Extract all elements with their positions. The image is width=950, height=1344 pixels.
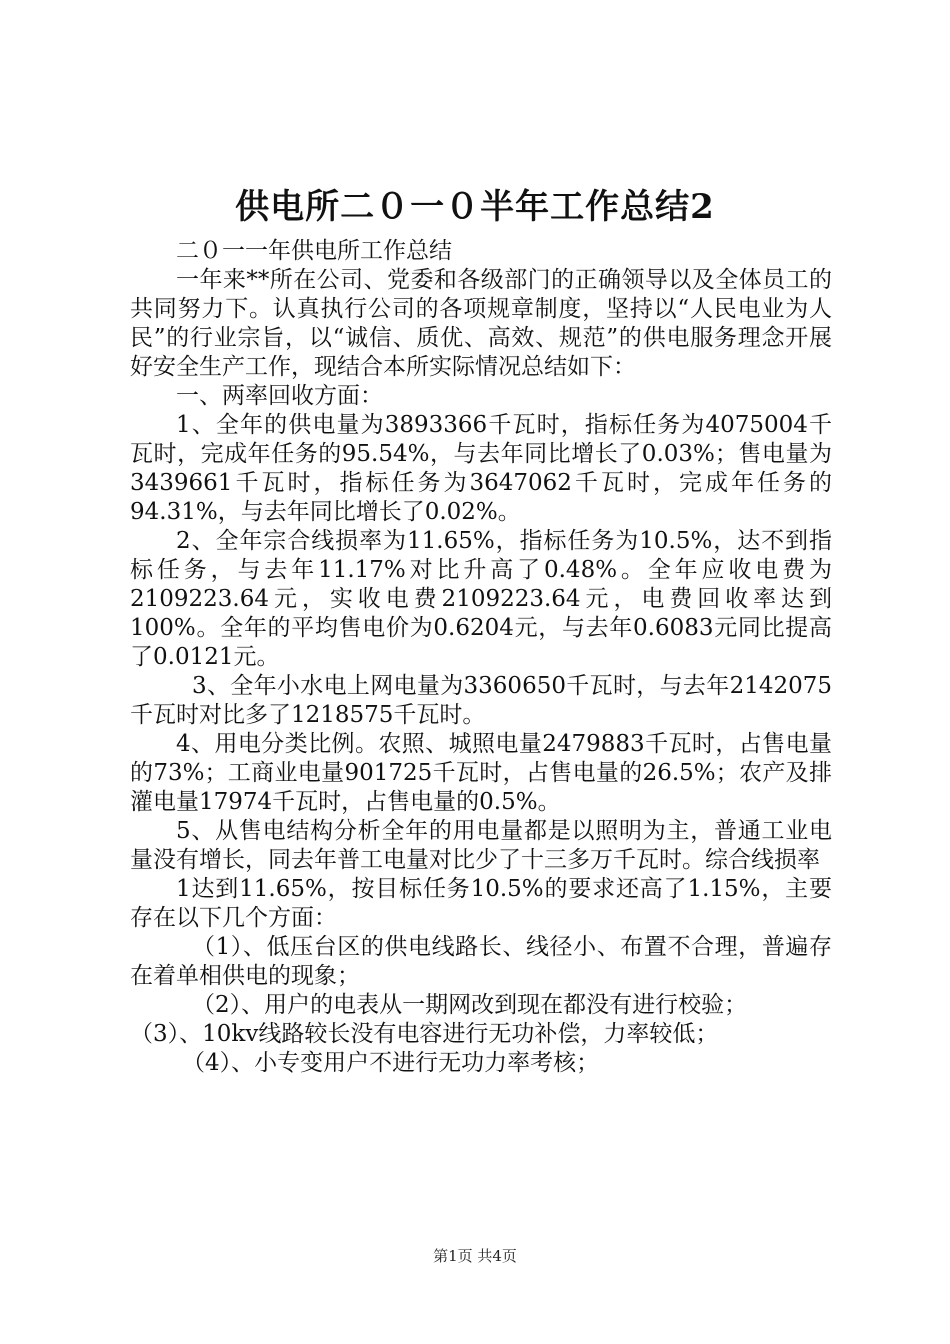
issue-1-paragraph: （1）、低压台区的供电线路长、线径小、布置不合理，普遍存在着单相供电的现象；	[130, 934, 832, 989]
issue-4-paragraph: （4）、小专变用户不进行无功力率考核；	[182, 1050, 600, 1076]
issue-2-paragraph: （2）、用户的电表从一期网改到现在都没有进行校验；	[192, 992, 748, 1018]
page-footer: 第1页 共4页	[433, 1247, 517, 1265]
document-body	[130, 237, 832, 1078]
intro-paragraph: 一年来**所在公司、党委和各级部门的正确领导以及全体员工的共同努力下。认真执行公司的各项规章制度，坚持以“人民电业为人民”的行业宗旨，以“诚信、质优、高效、规范”的供电服务理念开展好安全生产工作，现结合本所实际情况总结如下：	[130, 267, 832, 380]
document-title: 供电所二０一０半年工作总结2	[235, 187, 715, 227]
section-heading: 一、两率回收方面：	[176, 383, 383, 409]
item-1-paragraph: 1、全年的供电量为3893366千瓦时，指标任务为4075004千瓦时，完成年任务的95.54%，与去年同比增长了0.03%；售电量为3439661千瓦时，指标任务为3647062千瓦时，完成年任务的94.31%，与去年同比增长了0.02%。	[130, 412, 832, 525]
issue-3-paragraph: （3）、10kv线路较长没有电容进行无功补偿，力率较低；	[130, 1021, 719, 1047]
item-3-paragraph: 3、全年小水电上网电量为3360650千瓦时，与去年2142075千瓦时对比多了1218575千瓦时。	[130, 673, 832, 728]
line-loss-paragraph: 1达到11.65%，按目标任务10.5%的要求还高了1.15%，主要存在以下几个方面：	[130, 876, 832, 931]
subtitle-paragraph: 二０一一年供电所工作总结	[176, 238, 452, 264]
item-4-paragraph: 4、用电分类比例。农照、城照电量2479883千瓦时，占售电量的73%；工商业电量901725千瓦时，占售电量的26.5%；农产及排灌电量17974千瓦时，占售电量的0.5%。	[130, 731, 832, 815]
item-2-paragraph: 2、全年宗合线损率为11.65%，指标任务为10.5%，达不到指标任务，与去年11.17%对比升高了0.48%。全年应收电费为2109223.64元，实收电费2109223.64元，电费回收率达到100%。全年的平均售电价为0.6204元，与去年0.6083元同比提高了0.0121元。	[130, 528, 832, 670]
item-5-paragraph: 5、从售电结构分析全年的用电量都是以照明为主，普通工业电量没有增长，同去年普工电量对比少了十三多万千瓦时。综合线损率	[130, 818, 832, 873]
